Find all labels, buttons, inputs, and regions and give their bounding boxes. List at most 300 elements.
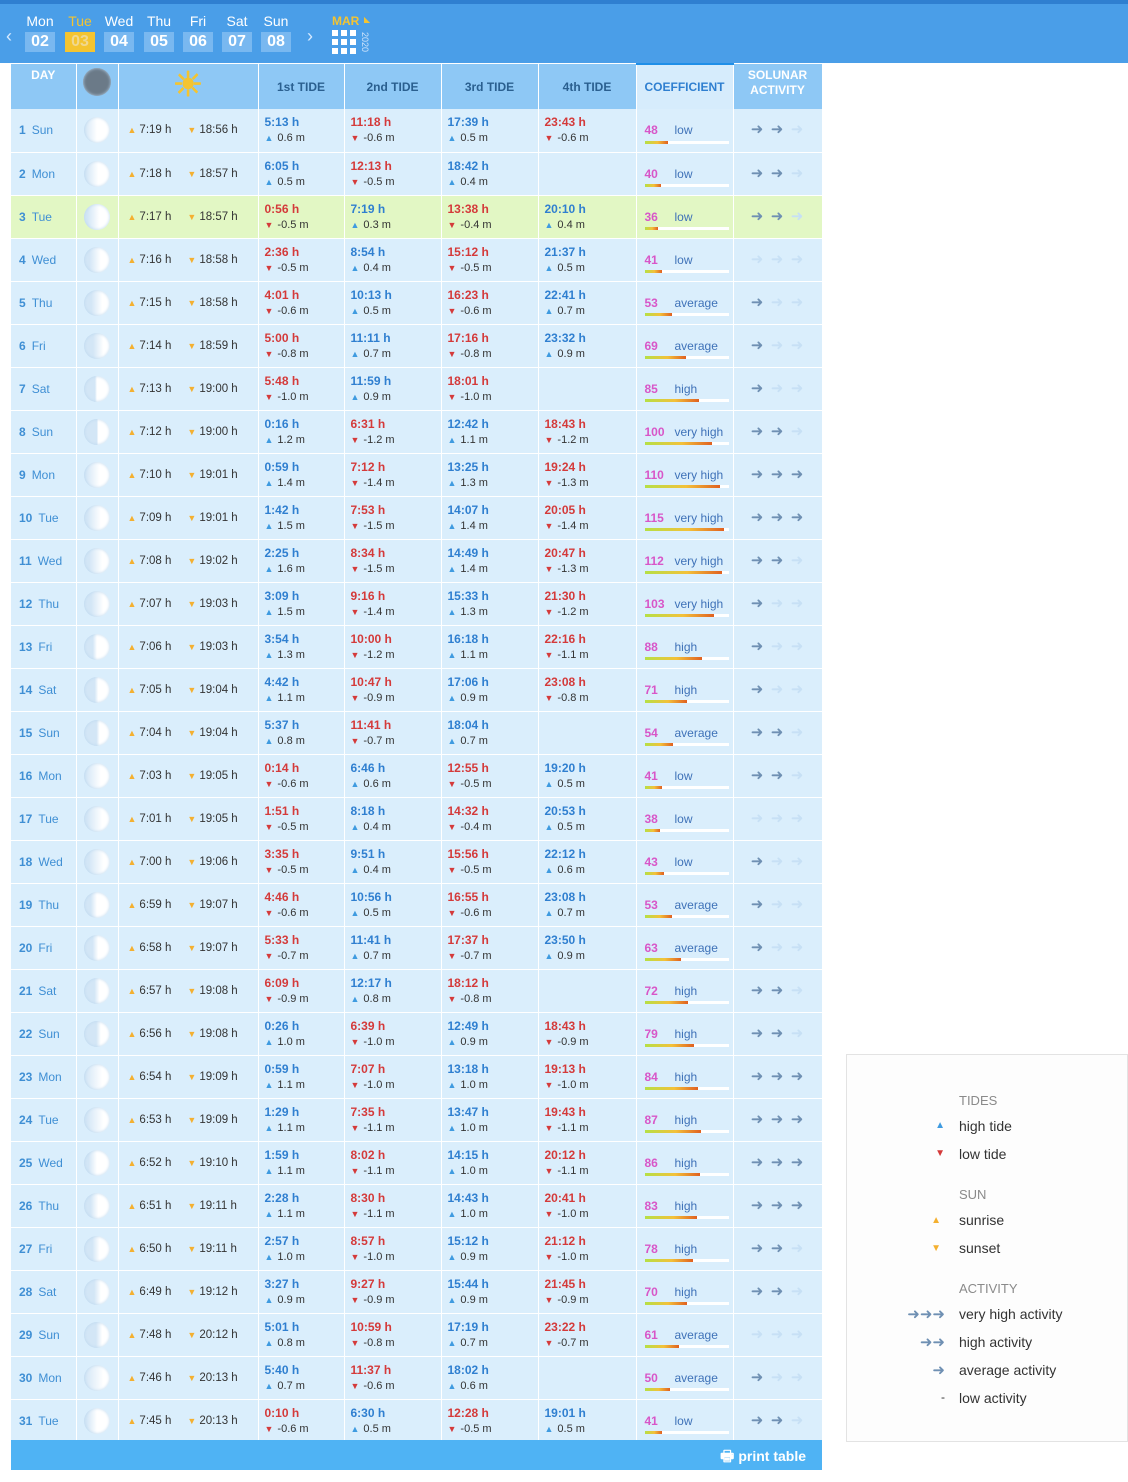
legend-high-tide: high tide [959, 1118, 1012, 1134]
day-number: 27 [19, 1241, 33, 1256]
coefficient-cell [636, 1227, 733, 1270]
tide-height-value: -1.3 m [557, 476, 589, 489]
day-cell [11, 539, 76, 582]
fish-activity-icon: ➜ [790, 723, 805, 741]
day-button-name: Wed [104, 13, 134, 29]
tide-time: 15:12 h [447, 1233, 489, 1248]
fish-activity-icon: ➜ [790, 895, 805, 913]
sunset-icon: ▼ [187, 1329, 197, 1340]
tide-height [265, 1077, 344, 1093]
tide-cell [344, 711, 441, 754]
day-button-wed[interactable] [101, 12, 137, 58]
tide-height-value: 0.4 m [363, 261, 391, 274]
coefficient-label: very high [674, 424, 724, 439]
tide-height-value: 1.1 m [277, 1207, 305, 1220]
high-tide-icon: ▲ [264, 1294, 274, 1305]
tide-time: 8:54 h [350, 244, 386, 259]
coefficient-bar [645, 1259, 729, 1262]
sunset-icon: ▼ [187, 254, 197, 265]
tide-time: 3:35 h [264, 846, 300, 861]
tide-height [265, 475, 344, 491]
sunrise-time: 7:04 h [139, 726, 172, 739]
fish-activity-icon: ➜ [770, 336, 785, 354]
tide-time: 18:02 h [447, 1362, 489, 1377]
high-tide-icon: ▲ [544, 348, 554, 359]
tide-height-value: 0.5 m [363, 1422, 391, 1435]
moon-column-header [76, 64, 118, 109]
coefficient-bar [645, 356, 729, 359]
tide-cell [441, 969, 538, 1012]
fish-activity-icon: ➜ [770, 121, 785, 139]
coefficient-label: high [674, 682, 698, 697]
high-tide-icon: ▲ [447, 477, 457, 488]
coefficient-bar [645, 313, 729, 316]
tide-height [448, 260, 538, 276]
coefficient-value: 78 [644, 1241, 658, 1256]
sunset-time: 19:08 h [199, 1027, 238, 1040]
tide-height-value: 1.3 m [277, 648, 305, 661]
tide-cell [258, 1184, 344, 1227]
tide-height [351, 1421, 441, 1437]
tide-time: 12:55 h [447, 760, 489, 775]
high-tide-icon: ▲ [447, 1251, 457, 1262]
high-tide-icon: ▲ [350, 1423, 360, 1434]
moon-cell [76, 1399, 118, 1442]
tide-time: 15:56 h [447, 846, 489, 861]
tide-height [448, 690, 538, 706]
tide-time: 21:45 h [544, 1276, 586, 1291]
high-tide-icon: ▲ [447, 176, 457, 187]
tide-height-value: -1.0 m [557, 1250, 589, 1263]
fish-activity-icon: ➜ [770, 293, 785, 311]
sunrise-icon: ▲ [127, 899, 137, 910]
month-calendar-button[interactable] [332, 12, 380, 58]
low-tide-icon: ▼ [264, 305, 274, 316]
tide-height-value: -0.6 m [460, 906, 492, 919]
coefficient-cell [636, 453, 733, 496]
moon-phase-icon [84, 161, 110, 187]
coefficient-label: average [674, 1327, 718, 1342]
moon-phase-icon [84, 720, 110, 746]
coefficient-cell [636, 840, 733, 883]
tide-time: 3:27 h [264, 1276, 300, 1291]
weekday: Fri [38, 639, 53, 654]
coefficient-cell [636, 195, 733, 238]
fish-activity-icon: ➜ [790, 551, 805, 569]
tide-height-value: 1.4 m [277, 476, 305, 489]
tide-height [545, 905, 636, 921]
sunrise-time: 7:46 h [139, 1371, 172, 1384]
tide-time: 8:34 h [350, 545, 386, 560]
coefficient-bar [645, 872, 729, 875]
sunrise-time: 6:53 h [139, 1113, 172, 1126]
tide-time: 18:43 h [544, 1018, 586, 1033]
tide-height [351, 819, 441, 835]
tide-height-value: -0.8 m [363, 1336, 395, 1349]
tide-cell-empty [538, 969, 636, 1012]
day-button-date: 03 [65, 32, 95, 52]
low-tide-icon: ▼ [935, 1148, 945, 1159]
tide-height-value: 0.9 m [277, 1293, 305, 1306]
tide-cell [538, 410, 636, 453]
day-button-date: 07 [222, 32, 252, 52]
next-week-arrow[interactable]: › [307, 26, 313, 46]
fish-activity-icon: ➜ [750, 551, 765, 569]
low-tide-icon: ▼ [544, 1079, 554, 1090]
sunrise-icon: ▲ [127, 684, 137, 695]
day-cell [11, 625, 76, 668]
sunrise-icon: ▲ [127, 985, 137, 996]
tide-cell [258, 367, 344, 410]
tide-cell [538, 496, 636, 539]
moon-phase-icon [84, 978, 110, 1004]
tide-height [265, 776, 344, 792]
sun-cell [118, 754, 258, 797]
low-tide-icon: ▼ [544, 563, 554, 574]
tide-cell [441, 840, 538, 883]
tide-height-value: 0.6 m [277, 132, 305, 145]
tide-height-value: 0.6 m [557, 863, 585, 876]
tide-height-value: 1.5 m [277, 605, 305, 618]
tide-height [545, 1077, 636, 1093]
tide-height [351, 475, 441, 491]
table-row [11, 625, 822, 668]
high-tide-icon: ▲ [350, 262, 360, 273]
sunset-time: 19:12 h [199, 1285, 238, 1298]
weekday: Sun [31, 424, 54, 439]
tide-time: 9:16 h [350, 588, 386, 603]
sun-cell [118, 969, 258, 1012]
day-button-sun[interactable] [258, 12, 294, 58]
coefficient-value: 84 [644, 1069, 658, 1084]
tide-cell [538, 1055, 636, 1098]
month-label: MAR [332, 14, 360, 28]
sunrise-icon: ▲ [127, 555, 137, 566]
tide-height [545, 948, 636, 964]
tide-height-value: -0.8 m [557, 691, 589, 704]
tide-height-value: 1.2 m [277, 433, 305, 446]
low-tide-icon: ▼ [350, 1079, 360, 1090]
tide-height-value: 1.1 m [460, 648, 488, 661]
day-button-mon[interactable] [22, 12, 58, 58]
fish-activity-icon: ➜ [790, 938, 805, 956]
fish-activity-icon: ➜ [790, 465, 805, 483]
tide-cell [258, 668, 344, 711]
tide-height-value: 0.7 m [363, 949, 391, 962]
day-button-thu[interactable] [141, 12, 177, 58]
sunrise-icon: ▲ [127, 641, 137, 652]
table-row [11, 1141, 822, 1184]
coefficient-cell [636, 1055, 733, 1098]
tide-time: 0:56 h [264, 201, 300, 216]
coefficient-bar [645, 1001, 729, 1004]
tide-time: 1:29 h [264, 1104, 300, 1119]
moon-cell [76, 840, 118, 883]
calendar-grid-icon [332, 30, 356, 54]
tide-height-value: -1.0 m [363, 1250, 395, 1263]
sunset-icon: ▼ [187, 1028, 197, 1039]
activity-cell [733, 1399, 822, 1442]
tide-time: 6:46 h [350, 760, 386, 775]
tide-height [448, 346, 538, 362]
day-button-name: Sun [263, 13, 289, 29]
low-tide-icon: ▼ [350, 477, 360, 488]
coefficient-label: low [674, 854, 693, 869]
tide-cell [538, 1399, 636, 1442]
sunset-time: 18:56 h [199, 124, 238, 137]
tide-cell [538, 238, 636, 281]
table-row [11, 1399, 822, 1442]
day-number: 28 [19, 1284, 33, 1299]
coefficient-bar [645, 1345, 729, 1348]
coefficient-label: low [674, 209, 693, 224]
tide-time: 22:41 h [544, 287, 586, 302]
day-number: 29 [19, 1327, 33, 1342]
day-button-fri[interactable] [180, 12, 216, 58]
tide-cell [344, 840, 441, 883]
sun-cell [118, 539, 258, 582]
day-cell [11, 1313, 76, 1356]
tide-time: 9:27 h [350, 1276, 386, 1291]
table-row [11, 1012, 822, 1055]
sunrise-icon: ▲ [127, 1286, 137, 1297]
tide-height-value: -0.6 m [363, 132, 395, 145]
tide-height-value: 1.1 m [277, 1078, 305, 1091]
tide-height [545, 819, 636, 835]
sunset-time: 18:58 h [199, 296, 238, 309]
tide-height [545, 432, 636, 448]
coefficient-value: 36 [644, 209, 658, 224]
table-row [11, 711, 822, 754]
day-number: 26 [19, 1198, 33, 1213]
activity-cell [733, 926, 822, 969]
sunset-icon: ▼ [187, 383, 197, 394]
sunset-icon: ▼ [187, 856, 197, 867]
tide-height-value: -1.4 m [557, 519, 589, 532]
tide-cell [441, 1313, 538, 1356]
tide-height [265, 432, 344, 448]
tide-height [351, 260, 441, 276]
fish-activity-icon: ➜ [770, 766, 785, 784]
legend-panel [846, 1054, 1128, 1442]
high-tide-icon: ▲ [264, 434, 274, 445]
tide-cell [538, 1141, 636, 1184]
day-button-sat[interactable] [219, 12, 255, 58]
tide-height-value: 0.5 m [557, 820, 585, 833]
high-tide-icon: ▲ [544, 305, 554, 316]
low-tide-icon: ▼ [264, 1423, 274, 1434]
tide-time: 6:31 h [350, 416, 386, 431]
tide-height [448, 1077, 538, 1093]
tide-height-value: -0.5 m [460, 1422, 492, 1435]
fish-activity-icon: ➜ [790, 852, 805, 870]
low-tide-icon: ▼ [447, 262, 457, 273]
table-row [11, 195, 822, 238]
low-tide-icon: ▼ [544, 1036, 554, 1047]
tide-height [351, 1335, 441, 1351]
tide-height [448, 389, 538, 405]
tide-table [11, 63, 823, 1443]
tide-height-value: 0.8 m [277, 734, 305, 747]
sunset-icon: ▼ [187, 598, 197, 609]
tide-time: 11:41 h [350, 717, 392, 732]
sunrise-time: 7:16 h [139, 253, 172, 266]
tide-height-value: -0.6 m [557, 132, 589, 145]
tide-height [448, 1421, 538, 1437]
table-row [11, 324, 822, 367]
tide-height [448, 518, 538, 534]
day-number: 1 [19, 123, 26, 138]
tide-time: 14:32 h [447, 803, 489, 818]
tide-cell [441, 1399, 538, 1442]
fish-activity-icon: ➜ [750, 336, 765, 354]
legend-very-high-activity: very high activity [959, 1306, 1063, 1322]
moon-cell [76, 711, 118, 754]
weekday: Sun [38, 725, 60, 740]
tide-height [448, 948, 538, 964]
tide-cell-empty [538, 152, 636, 195]
coefficient-bar [645, 485, 729, 488]
tide-height-value: 1.4 m [460, 562, 488, 575]
coefficient-bar [645, 227, 729, 230]
fish-activity-icon: ➜ [770, 809, 785, 827]
sun-cell [118, 1399, 258, 1442]
moon-phase-icon [84, 376, 110, 402]
sunset-time: 19:00 h [199, 425, 238, 438]
fish-activity-icon: ➜ [770, 1239, 785, 1257]
tide-height [351, 346, 441, 362]
low-tide-icon: ▼ [350, 176, 360, 187]
low-tide-icon: ▼ [350, 1165, 360, 1176]
sunset-time: 19:10 h [199, 1156, 238, 1169]
sunrise-time: 6:54 h [139, 1070, 172, 1083]
tide-height [265, 1120, 344, 1136]
high-tide-icon: ▲ [350, 864, 360, 875]
sunset-icon: ▼ [187, 297, 197, 308]
tide-cell [538, 324, 636, 367]
tide-time: 23:08 h [544, 889, 586, 904]
sun-cell [118, 281, 258, 324]
tide-height-value: 0.6 m [363, 777, 391, 790]
tide-time: 23:43 h [544, 115, 586, 130]
day-number: 18 [19, 854, 33, 869]
tide-cell [344, 754, 441, 797]
sunrise-time: 6:56 h [139, 1027, 172, 1040]
fish-activity-icon: ➜ [790, 1411, 805, 1429]
sunset-icon: ▼ [187, 1200, 197, 1211]
sunrise-icon: ▲ [127, 813, 137, 824]
coefficient-value: 41 [644, 768, 658, 783]
high-tide-icon: ▲ [447, 1122, 457, 1133]
print-table-button[interactable] [720, 1446, 806, 1471]
sunset-time: 19:04 h [199, 726, 238, 739]
tide-time: 7:19 h [350, 201, 386, 216]
tide-cell [258, 1313, 344, 1356]
day-cell [11, 1184, 76, 1227]
tide-height [351, 862, 441, 878]
sunrise-time: 7:13 h [139, 382, 172, 395]
tide-height [448, 1335, 538, 1351]
tide-height [448, 174, 538, 190]
day-navigation-bar [0, 0, 1128, 63]
weekday: Sat [38, 983, 57, 998]
tide-time: 18:43 h [544, 416, 586, 431]
coefficient-value: 50 [644, 1370, 658, 1385]
tide-time: 0:59 h [264, 459, 300, 474]
day-cell [11, 324, 76, 367]
prev-week-arrow[interactable]: ‹ [6, 26, 12, 46]
tide-time: 1:51 h [264, 803, 300, 818]
activity-cell [733, 1313, 822, 1356]
table-row [11, 1184, 822, 1227]
sun-cell [118, 109, 258, 152]
tide-cell [344, 1399, 441, 1442]
weekday: Mon [38, 768, 62, 783]
tide-height-value: -1.4 m [363, 476, 395, 489]
sunrise-icon: ▲ [127, 598, 137, 609]
tide-time: 6:39 h [350, 1018, 386, 1033]
sunrise-time: 7:18 h [139, 167, 172, 180]
fish-activity-icon: ➜ [770, 1282, 785, 1300]
tide-height [351, 733, 441, 749]
high-tide-icon: ▲ [264, 477, 274, 488]
sunset-time: 20:12 h [199, 1328, 238, 1341]
tide-time: 5:37 h [264, 717, 300, 732]
coefficient-cell [636, 711, 733, 754]
day-button-name: Mon [26, 13, 54, 29]
tide-height-value: 1.0 m [460, 1207, 488, 1220]
fish-activity-icon: ➜ [770, 1024, 785, 1042]
coefficient-bar [645, 1302, 729, 1305]
fish-activity-icon: ➜ [750, 637, 765, 655]
table-row [11, 797, 822, 840]
tide-height-value: -0.4 m [460, 218, 492, 231]
low-tide-icon: ▼ [350, 1380, 360, 1391]
activity-cell [733, 281, 822, 324]
high-tide-icon: ▲ [935, 1120, 945, 1131]
activity-cell [733, 453, 822, 496]
sunrise-icon: ▲ [127, 383, 137, 394]
tide-cell [538, 1313, 636, 1356]
sunset-icon: ▼ [187, 985, 197, 996]
legend-average-activity: average activity [959, 1362, 1057, 1378]
table-row [11, 668, 822, 711]
tide-height-value: 0.5 m [277, 175, 305, 188]
sunset-icon: ▼ [187, 641, 197, 652]
tide-time: 16:18 h [447, 631, 489, 646]
day-button-tue[interactable] [62, 12, 98, 58]
coefficient-label: low [674, 123, 693, 138]
high-tide-icon: ▲ [350, 391, 360, 402]
high-tide-icon: ▲ [264, 133, 274, 144]
coefficient-label: very high [674, 510, 724, 525]
tide-height [448, 647, 538, 663]
sun-cell [118, 797, 258, 840]
fish-activity-icon: ➜ [750, 207, 765, 225]
tide-cell [344, 410, 441, 453]
tide-cell [538, 281, 636, 324]
fish-activity-icon: ➜ [770, 680, 785, 698]
day-cell [11, 883, 76, 926]
table-row [11, 281, 822, 324]
coefficient-cell [636, 324, 733, 367]
coefficient-label: average [674, 338, 718, 353]
tide-height [265, 346, 344, 362]
tide-height [265, 604, 344, 620]
sunset-icon: ▼ [187, 899, 197, 910]
sun-cell [118, 453, 258, 496]
activity-cell [733, 1055, 822, 1098]
